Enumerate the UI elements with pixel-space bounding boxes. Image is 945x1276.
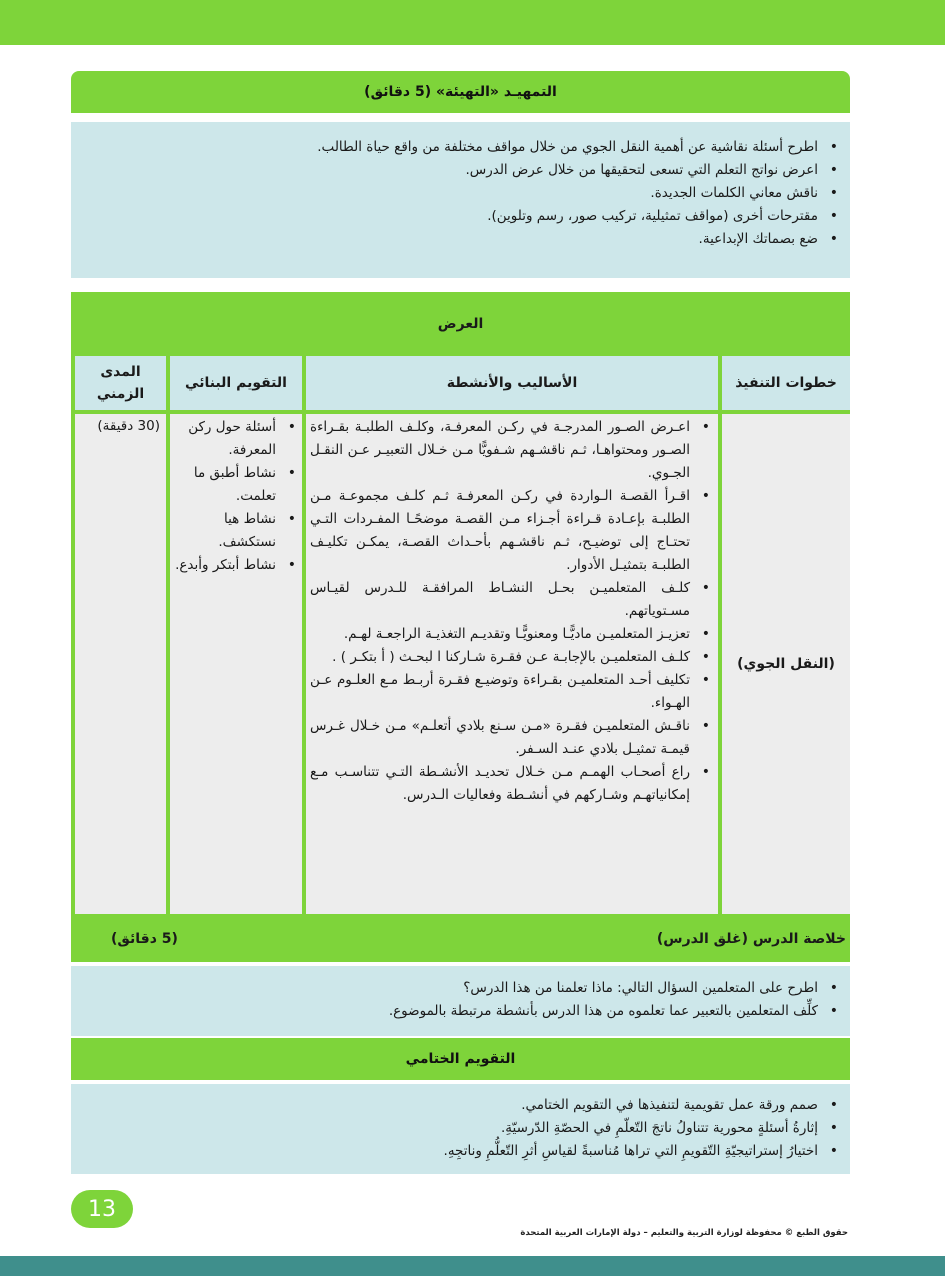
presentation-title-text: العرض [437, 316, 484, 332]
intro-title: التمهيـد «التهيئة» (5 دقائق) [364, 84, 557, 100]
header-steps [722, 356, 850, 410]
closure-list [71, 977, 850, 1023]
final-eval-item: • صمم ورقة عمل تقويمية لتنفيذها في التقويم الختامي. [71, 1094, 838, 1117]
final-eval-list [71, 1094, 850, 1163]
closure-time: (5 دقائق) [111, 931, 178, 947]
formative-item: • نشاط أطبق ما تعلمت. [174, 462, 296, 508]
formative-list [174, 416, 296, 577]
closure-header [71, 918, 850, 962]
bottom-color-bar [0, 1256, 945, 1276]
presentation-title [75, 296, 846, 352]
copyright-footer: حقوق الطبع © محفوظة لوزارة التربية والتعليم – دولة الإمارات العربية المتحدة [520, 1228, 848, 1238]
activities-list [310, 416, 710, 807]
final-eval-item: • اختيارُ إستراتيجيّةِ التّقويمِ التي تراها مُناسبةً لقياسِ أثرِ التّعلُّمِ وناتجِهِ. [71, 1140, 838, 1163]
formative-cell [170, 414, 302, 914]
intro-item: • مقترحات أخرى (مواقف تمثيلية، تركيب صور، رسم وتلوين). [71, 205, 838, 228]
activity-item: • اقـرأ القصـة الـواردة في ركـن المعرفـة ثـم كلـف مجموعـة مـن الطلبـة بإعـادة قـراءة أجـزاء مـن القصـة موضحًـا المفـردات التـي تحتـاج إلى توضيـح، ثـم ناقشـهم بأحـداث القصـة، يمكـن تكليـف الطلبـة بتمثيـل الأدوار. [310, 485, 710, 577]
page-number-text: 13 [88, 1196, 116, 1222]
intro-box [71, 122, 850, 278]
closure-box [71, 966, 850, 1036]
header-activities [306, 356, 718, 410]
duration-cell [75, 414, 166, 914]
intro-item: • ضع بصماتك الإبداعية. [71, 228, 838, 251]
formative-item: • أسئلة حول ركن المعرفة. [174, 416, 296, 462]
formative-item: • نشاط أبتكر وأبدع. [174, 554, 296, 577]
header-activities-text: الأساليب والأنشطة [446, 375, 578, 391]
intro-item: • اطرح أسئلة نقاشية عن أهمية النقل الجوي من خلال مواقف مختلفة من واقع حياة الطالب. [71, 136, 838, 159]
page-number [71, 1190, 133, 1228]
activity-item: • تعزيـز المتعلميـن ماديًّـا ومعنويًّـا وتقديـم التغذيـة الراجعـة لهـم. [310, 623, 710, 646]
final-eval-title: التقويم الختامي [405, 1051, 516, 1067]
steps-cell [722, 414, 850, 914]
header-duration [75, 356, 166, 410]
top-color-bar [0, 0, 945, 45]
activity-item: • تكليف أحـد المتعلميـن بقـراءة وتوضيـع فقـرة أربـط مـع العلـوم عـن الهـواء. [310, 669, 710, 715]
activity-item: • اعـرض الصـور المدرجـة في ركـن المعرفـة، وكلـف الطلبـة بقـراءة الصـور ومحتواهـا، ثـم ناقشـهم شـفويًّا مـن خـلال التعبيـر عـن النقـل الجـوي. [310, 416, 710, 485]
activity-item: • كلـف المتعلميـن بحـل النشـاط المرافقـة للـدرس لقيـاس مسـتوياتهم. [310, 577, 710, 623]
header-formative-text: التقويم البنائي [185, 375, 287, 391]
duration-value: (30 دقيقة) [97, 418, 160, 434]
closure-item: • اطرح على المتعلمين السؤال التالي: ماذا تعلمنا من هذا الدرس؟ [71, 977, 838, 1000]
closure-title: خلاصة الدرس (غلق الدرس) [656, 931, 846, 947]
activity-item: • ناقـش المتعلميـن فقـرة «مـن سـنع بلادي أتعلـم» مـن خـلال غـرس قيمـة تمثيـل بلادي عنـد السـفر. [310, 715, 710, 761]
closure-item: • كلِّف المتعلمين بالتعبير عما تعلموه من هذا الدرس بأنشطة مرتبطة بالموضوع. [71, 1000, 838, 1023]
steps-value: (النقل الجوي) [737, 656, 835, 672]
intro-item: • اعرض نواتج التعلم التي تسعى لتحقيقها من خلال عرض الدرس. [71, 159, 838, 182]
activities-cell [306, 414, 718, 914]
formative-item: • نشاط هيا نستكشف. [174, 508, 296, 554]
header-formative [170, 356, 302, 410]
intro-item: • ناقش معاني الكلمات الجديدة. [71, 182, 838, 205]
intro-list [71, 136, 850, 251]
activity-item: • كلـف المتعلميـن بالإجابـة عـن فقـرة شـاركنا ا لبحـث ( أ بتكـر ) . [310, 646, 710, 669]
header-steps-text: خطوات التنفيذ [735, 375, 837, 391]
final-eval-box [71, 1084, 850, 1174]
intro-header [71, 71, 850, 113]
final-eval-item: • إثارةُ أسئلةٍ محورية تتناولُ ناتجَ التّعلّمِ في الحصّةِ الدّرسيّةِ. [71, 1117, 838, 1140]
activity-item: • راع أصحـاب الهمـم مـن خـلال تحديـد الأنشـطة التـي تتناسـب مـع إمكانياتهـم وشـاركهم في أنشـطة وفعاليات الـدرس. [310, 761, 710, 807]
final-eval-header [71, 1038, 850, 1080]
header-duration-text: المدى الزمني [96, 364, 145, 402]
